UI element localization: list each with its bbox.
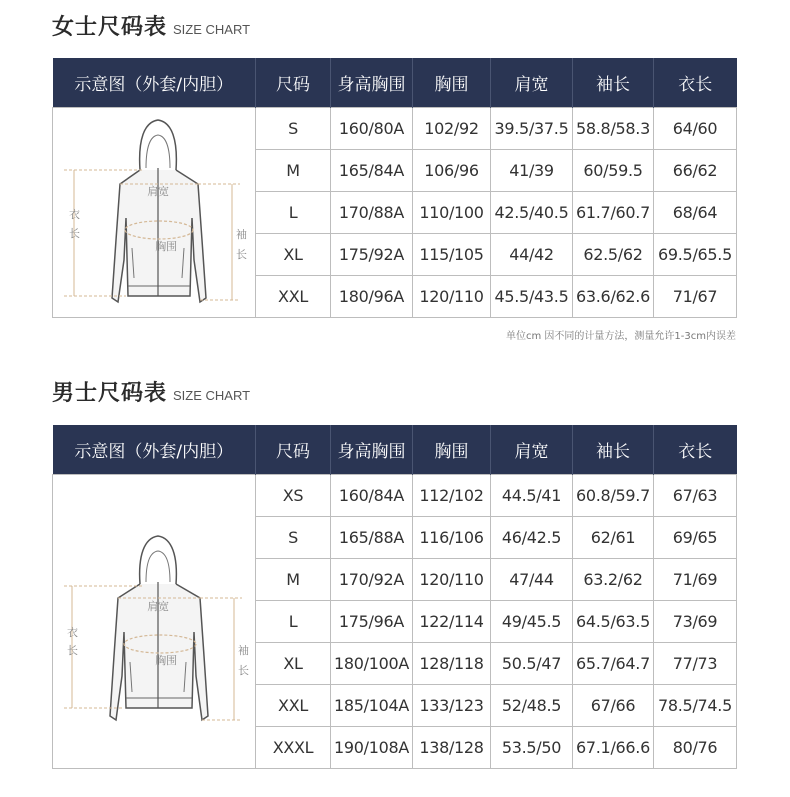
sleeve-label-1: 袖 bbox=[238, 644, 249, 657]
chest-cell: 102/92 bbox=[413, 107, 491, 149]
height-chest-cell: 180/96A bbox=[331, 275, 413, 317]
sleeve-label-1: 袖 bbox=[236, 227, 247, 241]
size-cell: L bbox=[256, 191, 331, 233]
size-cell: XXXL bbox=[256, 726, 331, 768]
shoulder-label: 肩宽 bbox=[147, 600, 169, 613]
shoulder-cell: 39.5/37.5 bbox=[491, 107, 573, 149]
length-cell: 78.5/74.5 bbox=[654, 684, 737, 726]
height-chest-cell: 175/96A bbox=[331, 600, 413, 642]
hood-opening bbox=[146, 135, 170, 168]
men-size-table bbox=[52, 425, 737, 769]
chest-cell: 138/128 bbox=[413, 726, 491, 768]
men-table-header-row bbox=[53, 425, 737, 474]
length-label-1: 衣 bbox=[69, 207, 80, 221]
men-jacket-diagram-cell bbox=[53, 474, 256, 768]
height-chest-cell: 190/108A bbox=[331, 726, 413, 768]
size-cell: S bbox=[256, 107, 331, 149]
men-header-size: 尺码 bbox=[256, 425, 331, 474]
hood-outline bbox=[140, 120, 177, 170]
sleeve-cell: 58.8/58.3 bbox=[573, 107, 654, 149]
size-cell: M bbox=[256, 558, 331, 600]
length-cell: 69.5/65.5 bbox=[654, 233, 737, 275]
sleeve-cell: 64.5/63.5 bbox=[573, 600, 654, 642]
height-chest-cell: 185/104A bbox=[331, 684, 413, 726]
men-section-title bbox=[52, 376, 250, 407]
sleeve-cell: 62/61 bbox=[573, 516, 654, 558]
women-table-header-row bbox=[53, 58, 737, 107]
shoulder-cell: 41/39 bbox=[491, 149, 573, 191]
height-chest-cell: 160/80A bbox=[331, 107, 413, 149]
shoulder-cell: 42.5/40.5 bbox=[491, 191, 573, 233]
women-size-table bbox=[52, 58, 737, 318]
length-cell: 71/69 bbox=[654, 558, 737, 600]
chest-cell: 120/110 bbox=[413, 275, 491, 317]
table-row bbox=[53, 107, 737, 149]
sleeve-cell: 65.7/64.7 bbox=[573, 642, 654, 684]
length-cell: 77/73 bbox=[654, 642, 737, 684]
men-header-sleeve: 袖长 bbox=[573, 425, 654, 474]
size-cell: M bbox=[256, 149, 331, 191]
height-chest-cell: 165/88A bbox=[331, 516, 413, 558]
size-cell: XL bbox=[256, 642, 331, 684]
size-cell: XXL bbox=[256, 684, 331, 726]
height-chest-cell: 165/84A bbox=[331, 149, 413, 191]
women-header-height-chest: 身高胸围 bbox=[331, 58, 413, 107]
women-header-diagram: 示意图（外套/内胆） bbox=[53, 58, 256, 107]
chest-cell: 122/114 bbox=[413, 600, 491, 642]
shoulder-label: 肩宽 bbox=[147, 184, 169, 198]
men-jacket-diagram bbox=[54, 506, 254, 736]
chest-cell: 133/123 bbox=[413, 684, 491, 726]
women-header-size: 尺码 bbox=[256, 58, 331, 107]
sleeve-cell: 60/59.5 bbox=[573, 149, 654, 191]
shoulder-cell: 52/48.5 bbox=[491, 684, 573, 726]
table-row bbox=[53, 474, 737, 516]
size-cell: XXL bbox=[256, 275, 331, 317]
chest-cell: 120/110 bbox=[413, 558, 491, 600]
sleeve-cell: 67.1/66.6 bbox=[573, 726, 654, 768]
size-cell: XL bbox=[256, 233, 331, 275]
hood-opening bbox=[146, 551, 170, 582]
women-section-title bbox=[52, 10, 250, 41]
length-cell: 68/64 bbox=[654, 191, 737, 233]
chest-cell: 115/105 bbox=[413, 233, 491, 275]
women-header-sleeve: 袖长 bbox=[573, 58, 654, 107]
length-cell: 69/65 bbox=[654, 516, 737, 558]
height-chest-cell: 160/84A bbox=[331, 474, 413, 516]
women-header-shoulder: 肩宽 bbox=[491, 58, 573, 107]
shoulder-cell: 44.5/41 bbox=[491, 474, 573, 516]
height-chest-cell: 170/92A bbox=[331, 558, 413, 600]
chest-cell: 110/100 bbox=[413, 191, 491, 233]
men-title-en: SIZE CHART bbox=[173, 388, 251, 403]
shoulder-cell: 47/44 bbox=[491, 558, 573, 600]
men-header-chest: 胸围 bbox=[413, 425, 491, 474]
chest-label: 胸围 bbox=[155, 239, 177, 253]
shoulder-cell: 44/42 bbox=[491, 233, 573, 275]
men-header-shoulder: 肩宽 bbox=[491, 425, 573, 474]
length-label-2: 长 bbox=[69, 226, 80, 240]
length-cell: 64/60 bbox=[654, 107, 737, 149]
shoulder-cell: 49/45.5 bbox=[491, 600, 573, 642]
height-chest-cell: 180/100A bbox=[331, 642, 413, 684]
sleeve-cell: 63.6/62.6 bbox=[573, 275, 654, 317]
chest-label: 胸围 bbox=[155, 654, 177, 667]
sleeve-cell: 67/66 bbox=[573, 684, 654, 726]
length-cell: 71/67 bbox=[654, 275, 737, 317]
women-jacket-diagram bbox=[54, 110, 254, 315]
sleeve-cell: 61.7/60.7 bbox=[573, 191, 654, 233]
men-header-length: 衣长 bbox=[654, 425, 737, 474]
length-cell: 66/62 bbox=[654, 149, 737, 191]
chest-cell: 116/106 bbox=[413, 516, 491, 558]
women-title-cn: 女士尺码表 bbox=[52, 15, 168, 40]
chest-cell: 128/118 bbox=[413, 642, 491, 684]
chest-cell: 112/102 bbox=[413, 474, 491, 516]
height-chest-cell: 175/92A bbox=[331, 233, 413, 275]
length-label-1: 衣 bbox=[67, 626, 78, 639]
size-cell: S bbox=[256, 516, 331, 558]
women-header-length: 衣长 bbox=[654, 58, 737, 107]
hood-outline bbox=[140, 536, 177, 584]
length-label-2: 长 bbox=[67, 644, 78, 657]
shoulder-cell: 50.5/47 bbox=[491, 642, 573, 684]
length-cell: 73/69 bbox=[654, 600, 737, 642]
men-header-height-chest: 身高胸围 bbox=[331, 425, 413, 474]
size-cell: XS bbox=[256, 474, 331, 516]
length-cell: 67/63 bbox=[654, 474, 737, 516]
chest-cell: 106/96 bbox=[413, 149, 491, 191]
men-header-diagram: 示意图（外套/内胆） bbox=[53, 425, 256, 474]
women-header-chest: 胸围 bbox=[413, 58, 491, 107]
length-cell: 80/76 bbox=[654, 726, 737, 768]
height-chest-cell: 170/88A bbox=[331, 191, 413, 233]
shoulder-cell: 45.5/43.5 bbox=[491, 275, 573, 317]
sleeve-cell: 62.5/62 bbox=[573, 233, 654, 275]
sleeve-cell: 60.8/59.7 bbox=[573, 474, 654, 516]
women-jacket-diagram-cell bbox=[53, 107, 256, 317]
sleeve-cell: 63.2/62 bbox=[573, 558, 654, 600]
women-title-en: SIZE CHART bbox=[173, 22, 251, 37]
shoulder-cell: 53.5/50 bbox=[491, 726, 573, 768]
sleeve-label-2: 长 bbox=[238, 664, 249, 677]
shoulder-cell: 46/42.5 bbox=[491, 516, 573, 558]
sleeve-label-2: 长 bbox=[236, 247, 247, 261]
measurement-note: 单位cm 因不同的计量方法，测量允许1-3cm内误差 bbox=[506, 331, 736, 342]
men-title-cn: 男士尺码表 bbox=[52, 381, 168, 406]
size-cell: L bbox=[256, 600, 331, 642]
